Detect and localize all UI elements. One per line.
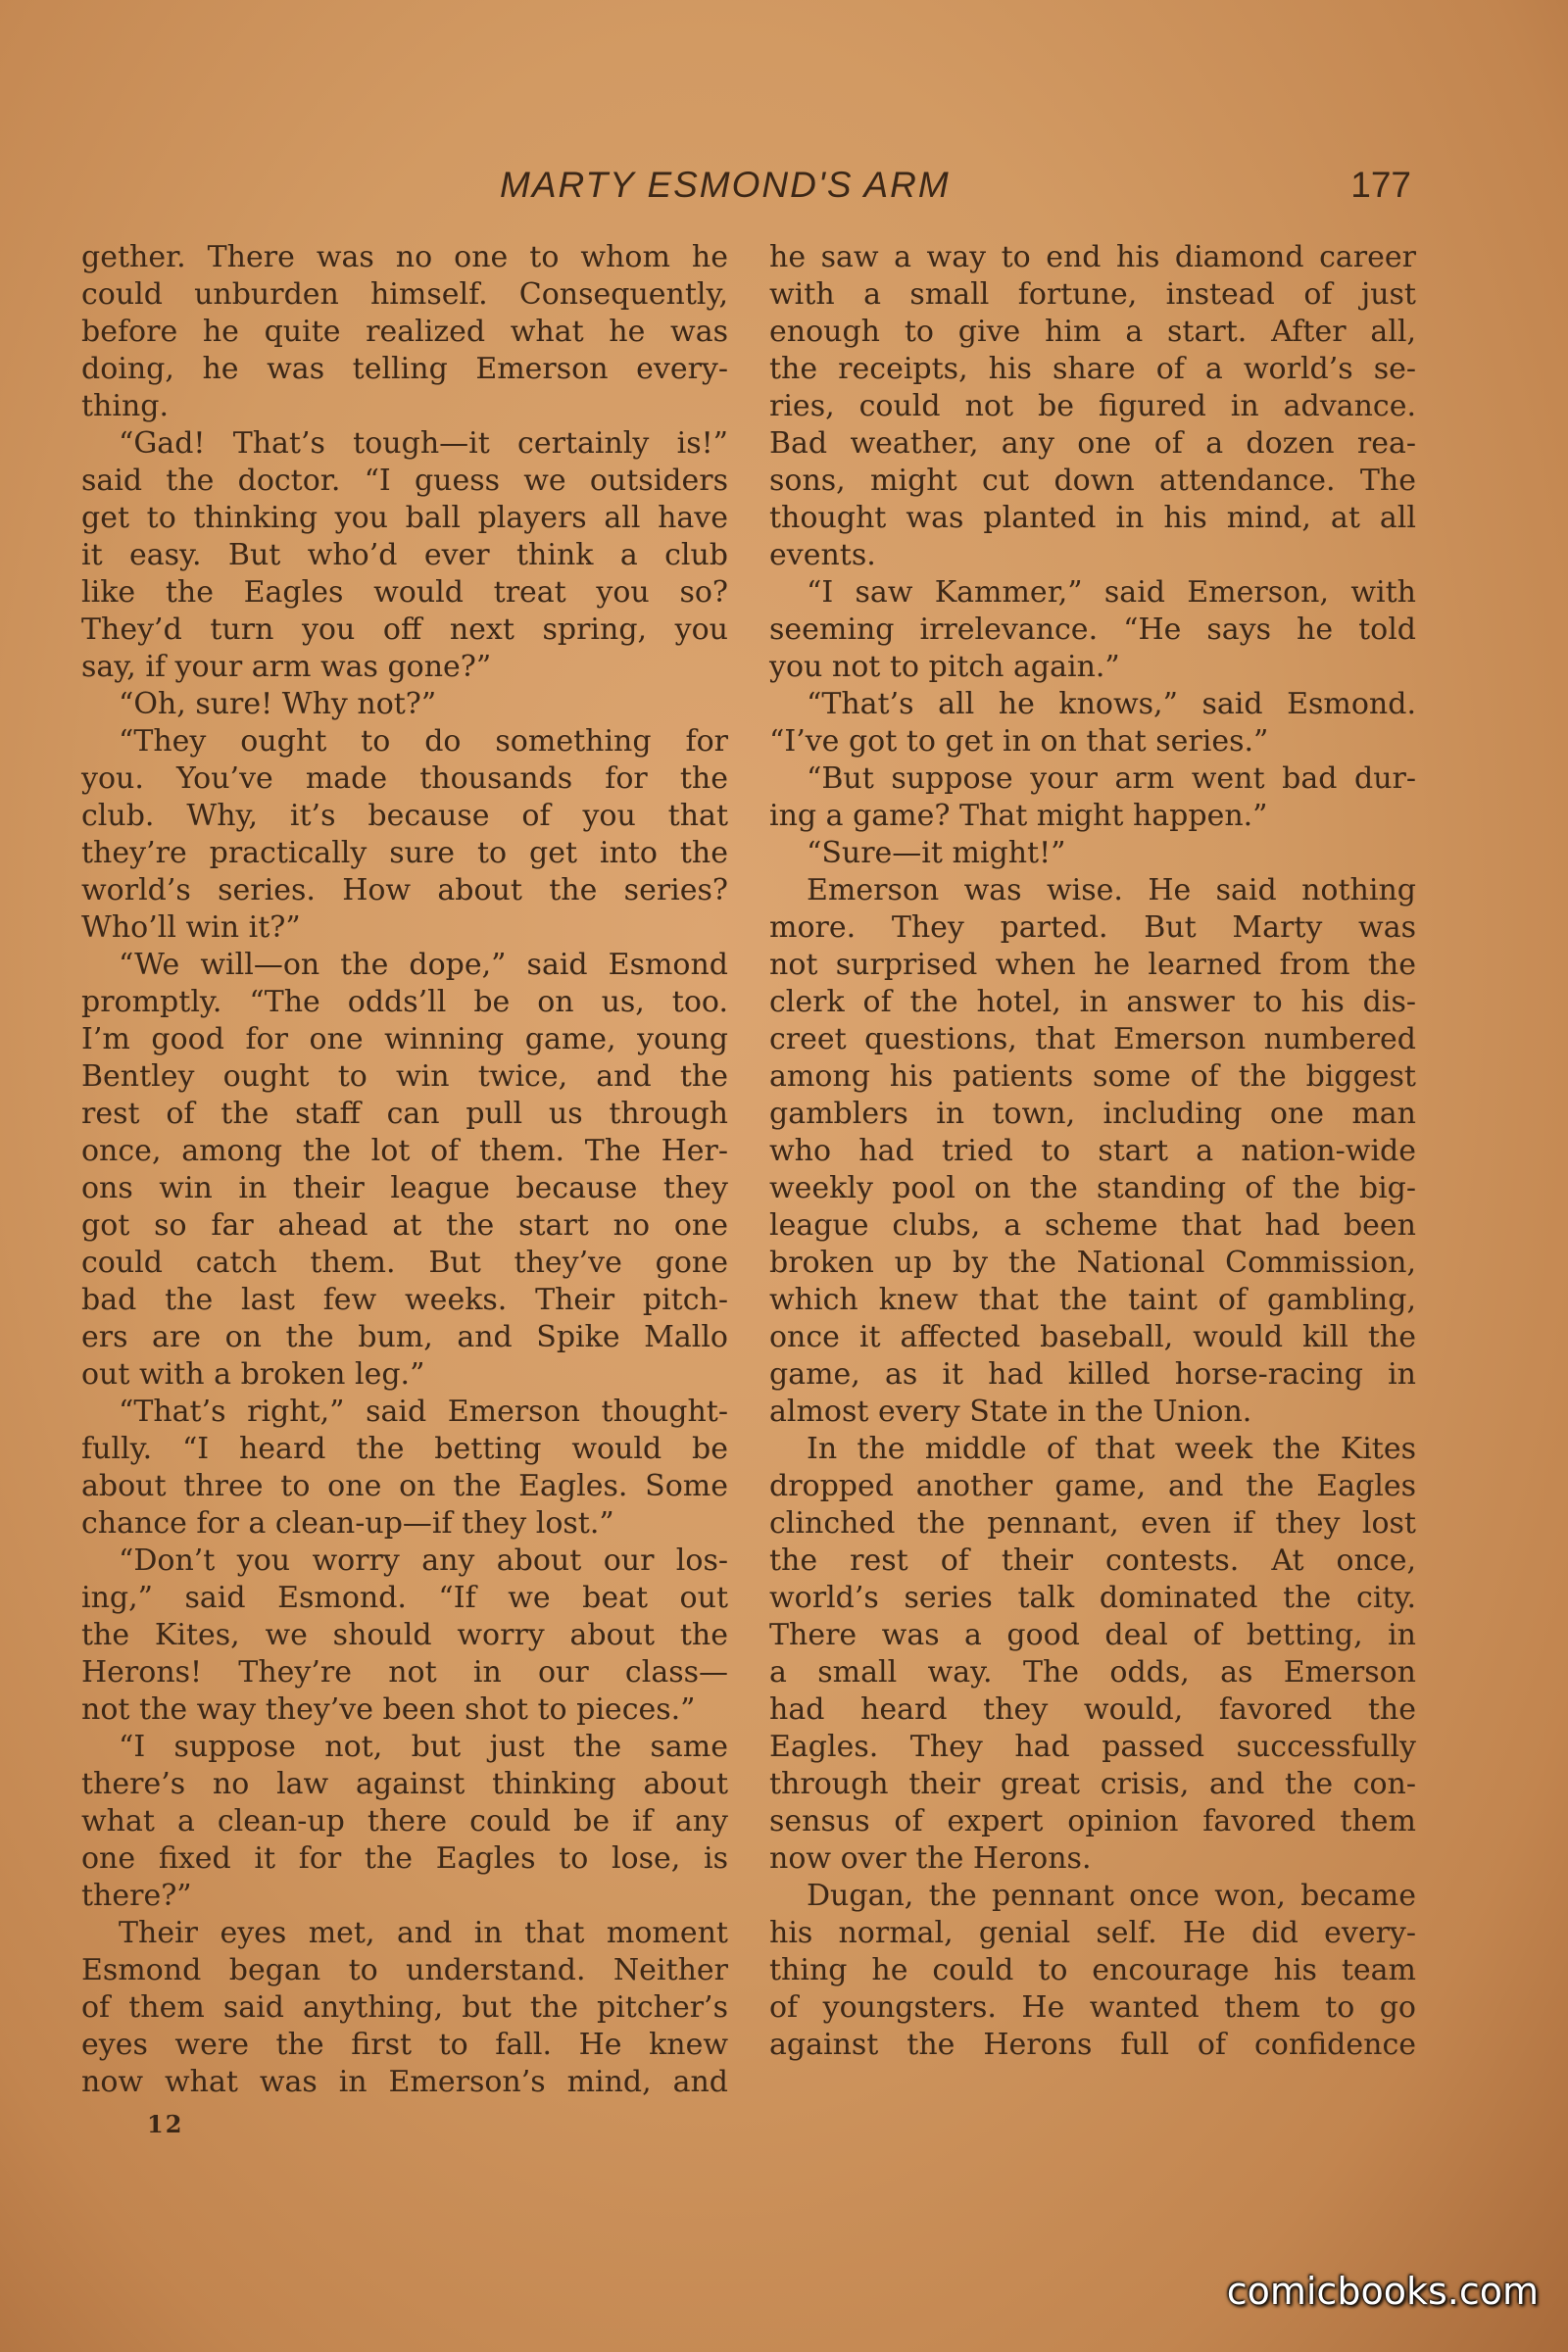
text-line: once, among the lot of them. The Her-	[81, 1134, 728, 1168]
text-line: about three to one on the Eagles. Some	[81, 1469, 728, 1503]
text-line: weekly pool on the standing of the big-	[769, 1171, 1416, 1205]
page-header	[78, 165, 1411, 218]
text-line: Who’ll win it?”	[81, 910, 301, 945]
text-line: Emerson was wise. He said nothing	[807, 873, 1416, 907]
text-line: In the middle of that week the Kites	[807, 1432, 1416, 1466]
text-line: “Sure—it might!”	[807, 836, 1066, 870]
text-line: “That’s all he knows,” said Esmond.	[807, 687, 1416, 721]
text-line: they’re practically sure to get into the	[81, 836, 728, 870]
text-line: a small way. The odds, as Emerson	[769, 1655, 1416, 1690]
text-line: could catch them. But they’ve gone	[81, 1246, 728, 1280]
text-line: thing he could to encourage his team	[769, 1953, 1416, 1987]
text-line: Herons! They’re not in our class—	[81, 1655, 728, 1690]
text-line: gether. There was no one to whom he	[81, 240, 728, 274]
text-line: you not to pitch again.”	[769, 650, 1120, 684]
text-line: had heard they would, favored the	[769, 1692, 1416, 1727]
text-line: club. Why, it’s because of you that	[81, 799, 728, 833]
text-line: almost every State in the Union.	[769, 1395, 1252, 1429]
text-line: clinched the pennant, even if they lost	[769, 1506, 1416, 1541]
text-line: his normal, genial self. He did every-	[769, 1916, 1416, 1950]
text-line: before he quite realized what he was	[81, 315, 728, 349]
text-line: ons win in their league because they	[81, 1171, 728, 1205]
text-line: ries, could not be figured in advance.	[769, 389, 1416, 423]
text-line: Bad weather, any one of a dozen rea-	[769, 426, 1416, 461]
text-line: of youngsters. He wanted them to go	[769, 1990, 1416, 2025]
text-line: among his patients some of the biggest	[769, 1059, 1416, 1094]
text-line: fully. “I heard the betting would be	[81, 1432, 728, 1466]
text-line: sons, might cut down attendance. The	[769, 464, 1416, 498]
text-line: like the Eagles would treat you so?	[81, 575, 728, 610]
left-text-column	[81, 239, 728, 2101]
text-line: They’d turn you off next spring, you	[81, 612, 728, 647]
text-line: “Oh, sure! Why not?”	[119, 687, 437, 721]
text-line: more. They parted. But Marty was	[769, 910, 1416, 945]
text-line: “I’ve got to get in on that series.”	[769, 724, 1269, 759]
text-line: “I suppose not, but just the same	[119, 1730, 728, 1764]
text-line: now what was in Emerson’s mind, and	[81, 2065, 728, 2099]
text-line: which knew that the taint of gambling,	[769, 1283, 1416, 1317]
text-line: creet questions, that Emerson numbered	[769, 1022, 1416, 1056]
text-line: dropped another game, and the Eagles	[769, 1469, 1416, 1503]
text-line: “They ought to do something for	[119, 724, 728, 759]
text-line: got so far ahead at the start no one	[81, 1208, 728, 1243]
text-line: the receipts, his share of a world’s se-	[769, 352, 1416, 386]
text-line: ing a game? That might happen.”	[769, 799, 1268, 833]
text-line: Dugan, the pennant once won, became	[807, 1879, 1416, 1913]
text-line: promptly. “The odds’ll be on us, too.	[81, 985, 728, 1019]
text-line: Eagles. They had passed successfully	[769, 1730, 1416, 1764]
text-line: chance for a clean-up—if they lost.”	[81, 1506, 614, 1541]
text-line: the rest of their contests. At once,	[769, 1544, 1416, 1578]
text-line: get to thinking you ball players all have	[81, 501, 728, 535]
watermark: comicbooks.com	[1226, 2270, 1539, 2313]
text-line: sensus of expert opinion favored them	[769, 1804, 1416, 1838]
text-line: of them said anything, but the pitcher’s	[81, 1990, 728, 2025]
text-line: thought was planted in his mind, at all	[769, 501, 1416, 535]
text-line: out with a broken leg.”	[81, 1357, 425, 1392]
text-line: clerk of the hotel, in answer to his dis-	[769, 985, 1416, 1019]
text-line: world’s series. How about the series?	[81, 873, 728, 907]
text-line: gamblers in town, including one man	[769, 1097, 1416, 1131]
text-line: I’m good for one winning game, young	[81, 1022, 728, 1056]
text-line: one fixed it for the Eagles to lose, is	[81, 1841, 728, 1876]
text-line: now over the Herons.	[769, 1841, 1092, 1876]
text-line: league clubs, a scheme that had been	[769, 1208, 1416, 1243]
text-line: through their great crisis, and the con-	[769, 1767, 1416, 1801]
text-line: not surprised when he learned from the	[769, 948, 1416, 982]
text-line: “That’s right,” said Emerson thought-	[119, 1395, 728, 1429]
signature-mark: 12	[147, 2110, 184, 2138]
text-line: enough to give him a start. After all,	[769, 315, 1416, 349]
text-line: thing.	[81, 389, 170, 423]
text-line: what a clean-up there could be if any	[81, 1804, 728, 1838]
text-line: broken up by the National Commission,	[769, 1246, 1416, 1280]
text-line: you. You’ve made thousands for the	[81, 761, 728, 796]
text-line: there’s no law against thinking about	[81, 1767, 728, 1801]
text-line: doing, he was telling Emerson every-	[81, 352, 728, 386]
text-line: say, if your arm was gone?”	[81, 650, 492, 684]
text-line: could unburden himself. Consequently,	[81, 277, 728, 312]
text-line: “I saw Kammer,” said Emerson, with	[807, 575, 1416, 610]
text-line: against the Herons full of confidence	[769, 2028, 1416, 2062]
text-line: there?”	[81, 1879, 192, 1913]
text-line: once it affected baseball, would kill the	[769, 1320, 1416, 1354]
text-line: not the way they’ve been shot to pieces.”	[81, 1692, 696, 1727]
text-line: seeming irrelevance. “He says he told	[769, 612, 1416, 647]
text-line: he saw a way to end his diamond career	[769, 240, 1416, 274]
text-line: ing,” said Esmond. “If we beat out	[81, 1581, 728, 1615]
text-line: ers are on the bum, and Spike Mallo	[81, 1320, 728, 1354]
text-line: world’s series talk dominated the city.	[769, 1581, 1416, 1615]
text-line: Esmond began to understand. Neither	[81, 1953, 728, 1987]
text-line: eyes were the first to fall. He knew	[81, 2028, 728, 2062]
text-line: “Gad! That’s tough—it certainly is!”	[119, 426, 728, 461]
text-line: game, as it had killed horse-racing in	[769, 1357, 1416, 1392]
text-line: said the doctor. “I guess we outsiders	[81, 464, 728, 498]
text-line: rest of the staff can pull us through	[81, 1097, 728, 1131]
running-title: MARTY ESMOND'S ARM	[500, 165, 951, 205]
right-text-column	[769, 239, 1416, 2064]
text-line: Their eyes met, and in that moment	[119, 1916, 728, 1950]
text-line: There was a good deal of betting, in	[769, 1618, 1416, 1652]
text-line: with a small fortune, instead of just	[769, 277, 1416, 312]
text-line: events.	[769, 538, 876, 572]
text-line: it easy. But who’d ever think a club	[81, 538, 728, 572]
text-line: “But suppose your arm went bad dur-	[807, 761, 1416, 796]
page-number: 177	[1350, 165, 1411, 205]
text-line: Bentley ought to win twice, and the	[81, 1059, 728, 1094]
text-line: the Kites, we should worry about the	[81, 1618, 728, 1652]
text-line: who had tried to start a nation-wide	[769, 1134, 1416, 1168]
text-line: “Don’t you worry any about our los-	[119, 1544, 728, 1578]
text-line: “We will—on the dope,” said Esmond	[119, 948, 728, 982]
text-line: bad the last few weeks. Their pitch-	[81, 1283, 728, 1317]
